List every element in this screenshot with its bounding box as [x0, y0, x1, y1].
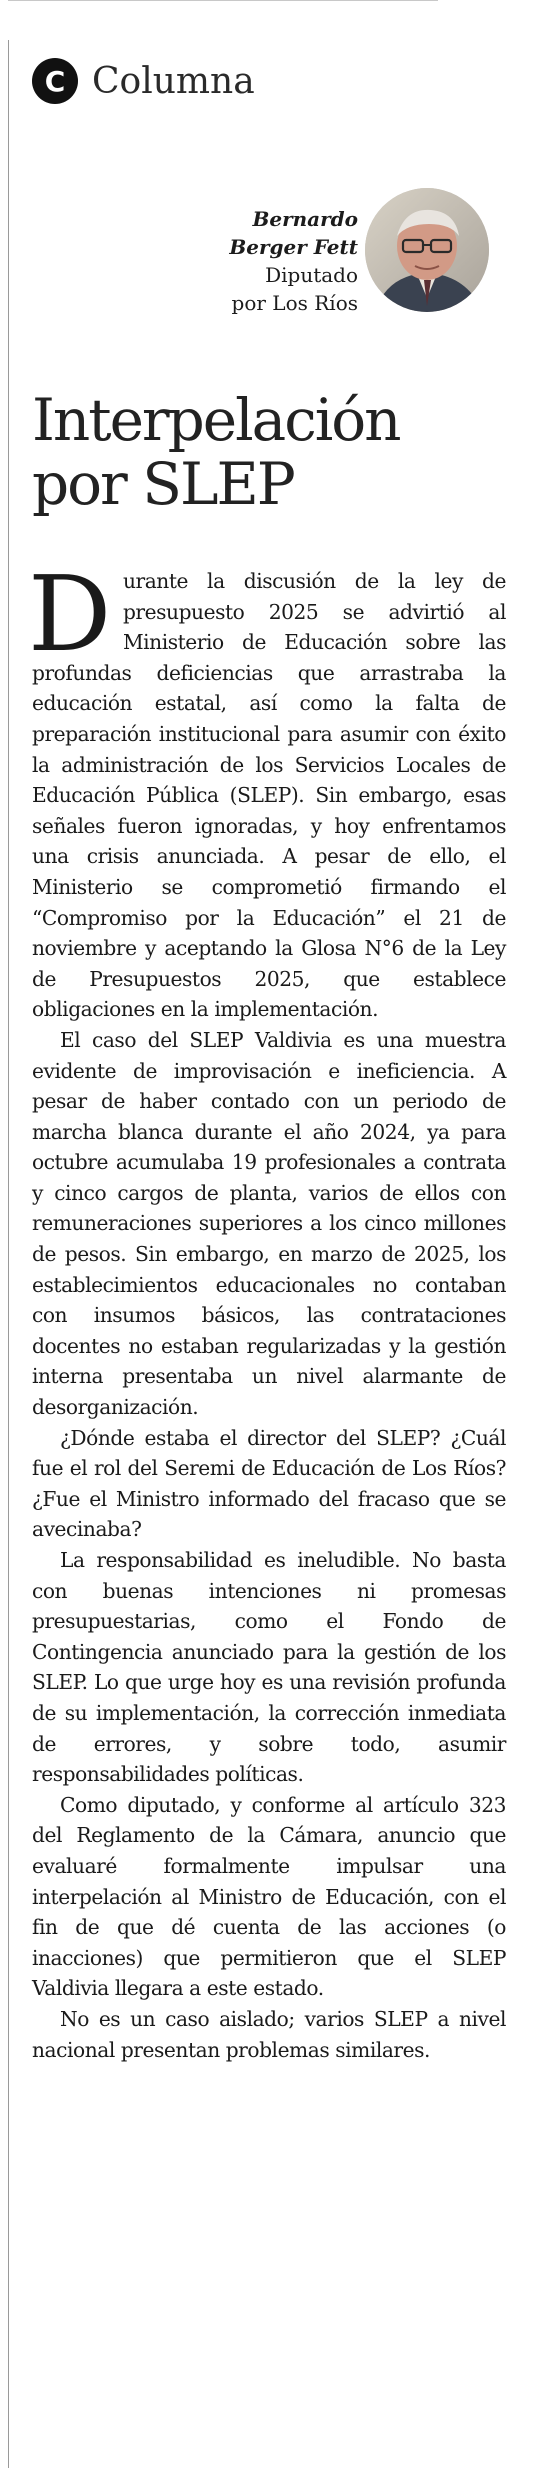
paragraph-6: No es un caso aislado; varios SLEP a nivel nacional presentan problemas similares.	[32, 2006, 506, 2062]
author-region: por Los Ríos	[231, 291, 358, 315]
article-body	[28, 553, 506, 2065]
byline	[229, 205, 358, 317]
paragraph-3: ¿Dónde estaba el director del SLEP? ¿Cuál fue el rol del Seremi de Educación de Los Ríos? ¿Fue el Ministro informado del fracaso que se avecinaba?	[32, 1425, 506, 1542]
section-header	[32, 58, 255, 104]
author-name-first: Bernardo	[252, 207, 358, 231]
column-rule	[8, 40, 9, 2468]
author-role: Diputado	[265, 263, 358, 287]
headline-line-2: por SLEP	[32, 450, 294, 518]
paragraph-1	[28, 553, 506, 1025]
paragraph-2: El caso del SLEP Valdivia es una muestra evidente de improvisación e ineficiencia. A pesar de haber contado con un periodo de marcha blanca durante el año 2024, ya para octubre acumulaba 19 profesionales a contrata y cinco cargos de planta, varios de ellos con remuneraciones superiores a los cinco millones de pesos. Sin embargo, en marzo de 2025, los establecimientos educacionales no contaban con insumos básicos, las contrataciones docentes no estaban regularizadas y la gestión interna presentaba un nivel alarmante de desorganización.	[32, 1027, 506, 1420]
paragraph-1-text: urante la discusión de la ley de presupuesto 2025 se advirtió al Ministerio de Educación sobre las profundas deficiencias que arrastraba la educación estatal, así como la falta de preparación institucional para asumir con éxito la administración de los Servicios Locales de Educación Pública (SLEP). Sin embargo, esas señales fueron ignoradas, y hoy enfrentamos una crisis anunciada. A pesar de ello, el Ministerio se comprometió firmando el “Compromiso por la Educación” el 21 de noviembre y aceptando la Glosa N°6 de la Ley de Presupuestos 2025, que establece obligaciones en la implementación.	[32, 569, 506, 1022]
paragraph-4: La responsabilidad es ineludible. No basta con buenas intenciones ni promesas presupuestarias, como el Fondo de Contingencia anunciado para la gestión de los SLEP. Lo que urge hoy es una revisión profunda de su implementación, la corrección inmediata de errores, y sobre todo, asumir responsabilidades políticas.	[32, 1548, 506, 1787]
drop-cap: D	[28, 553, 111, 675]
author-photo	[365, 188, 489, 312]
author-name-last: Berger Fett	[229, 235, 358, 259]
headline-line-1: Interpelación	[32, 386, 400, 454]
section-badge: C	[32, 58, 78, 104]
author-portrait-image	[365, 188, 489, 312]
top-rule	[8, 0, 438, 1]
paragraph-5: Como diputado, y conforme al artículo 323 del Reglamento de la Cámara, anuncio que evaluaré formalmente impulsar una interpelación al Ministro de Educación, con el fin de que dé cuenta de las acciones (o inacciones) que permitieron que el SLEP Valdivia llegara a este estado.	[32, 1792, 506, 2001]
headline	[32, 388, 502, 516]
section-label: Columna	[92, 60, 255, 102]
